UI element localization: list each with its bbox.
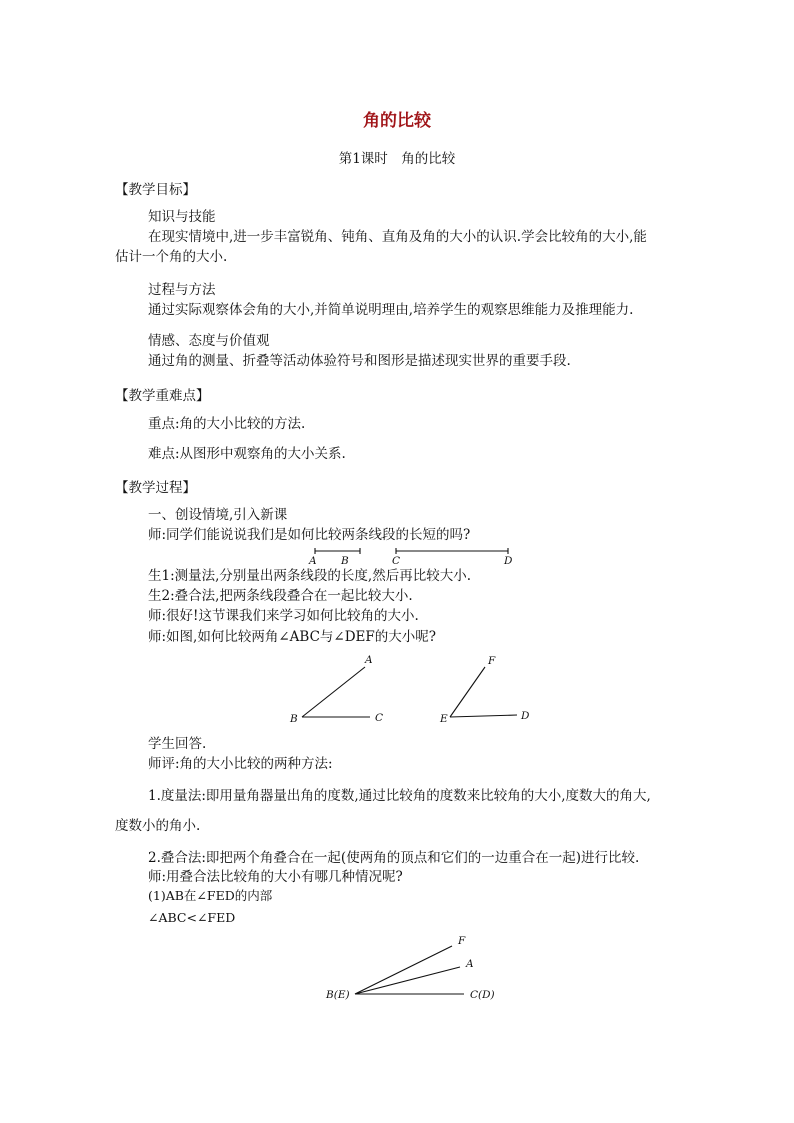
ray-ef-overlay xyxy=(355,946,452,994)
teacher-ok: 师:很好!这节课我们来学习如何比较角的大小. xyxy=(148,608,419,624)
goals-heading: 【教学目标】 xyxy=(115,182,196,198)
knowledge-line-1: 在现实情境中,进一步丰富锐角、钝角、直角及角的大小的认识.学会比较角的大小,能 xyxy=(148,229,647,245)
key-point: 重点:角的大小比较的方法. xyxy=(148,416,306,432)
process-title: 过程与方法 xyxy=(148,282,216,298)
label-angle-b: B xyxy=(290,713,298,725)
case-1-relation: ∠ABC<∠FED xyxy=(148,910,236,925)
overlay-angle-figure xyxy=(320,930,510,1010)
angles-figure xyxy=(285,650,545,730)
teacher-question-2: 师:如图,如何比较两角∠ABC与∠DEF的大小呢? xyxy=(148,629,436,645)
difficult-point: 难点:从图形中观察角的大小关系. xyxy=(148,446,346,462)
label-overlay-cd: C(D) xyxy=(470,989,495,1001)
method-1-line-1: 1.度量法:即用量角器量出角的度数,通过比较角的度数来比较角的大小,度数大的角大, xyxy=(148,788,651,804)
ray-ba-overlay xyxy=(355,967,460,994)
knowledge-line-2: 估计一个角的大小. xyxy=(115,249,228,265)
emotion-text: 通过角的测量、折叠等活动体验符号和图形是描述现实世界的重要手段. xyxy=(148,353,571,369)
ray-ba xyxy=(302,667,365,717)
label-angle-f: F xyxy=(488,655,496,667)
case-1: (1)AB在∠FED的内部 xyxy=(148,888,273,903)
label-overlay-be: B(E) xyxy=(326,989,350,1001)
label-angle-a: A xyxy=(365,654,373,666)
process-heading: 【教学过程】 xyxy=(115,480,196,496)
label-angle-e: E xyxy=(440,713,448,725)
ray-ed xyxy=(450,715,517,717)
teacher-evaluation: 师评:角的大小比较的两种方法: xyxy=(148,756,333,772)
students-answer: 学生回答. xyxy=(148,736,207,752)
knowledge-title: 知识与技能 xyxy=(148,209,216,225)
label-b: B xyxy=(341,555,349,567)
method-2: 2.叠合法:即把两个角叠合在一起(使两角的顶点和它们的一边重合在一起)进行比较. xyxy=(148,850,640,866)
label-overlay-a: A xyxy=(466,958,474,970)
teacher-question-1: 师:同学们能说说我们是如何比较两条线段的长短的吗? xyxy=(148,527,471,543)
label-angle-c: C xyxy=(375,712,384,724)
label-a: A xyxy=(309,555,317,567)
label-overlay-f: F xyxy=(458,935,466,947)
process-text: 通过实际观察体会角的大小,并简单说明理由,培养学生的观察思维能力及推理能力. xyxy=(148,302,634,318)
keypoints-heading: 【教学重难点】 xyxy=(115,388,210,404)
emotion-title: 情感、态度与价值观 xyxy=(148,333,270,349)
label-d: D xyxy=(504,555,513,567)
label-c: C xyxy=(392,555,401,567)
teacher-question-3: 师:用叠合法比较角的大小有哪几种情况呢? xyxy=(148,869,403,885)
method-1-line-2: 度数小的角小. xyxy=(115,818,201,834)
student-2: 生2:叠合法,把两条线段叠合在一起比较大小. xyxy=(148,588,413,604)
label-angle-d: D xyxy=(521,710,530,722)
ray-ef xyxy=(450,667,485,717)
step-1: 一、创设情境,引入新课 xyxy=(148,507,288,523)
student-1: 生1:测量法,分别量出两条线段的长度,然后再比较大小. xyxy=(148,568,472,584)
page-title: 角的比较 xyxy=(363,111,431,131)
lesson-subtitle: 第1课时 角的比较 xyxy=(338,151,456,167)
